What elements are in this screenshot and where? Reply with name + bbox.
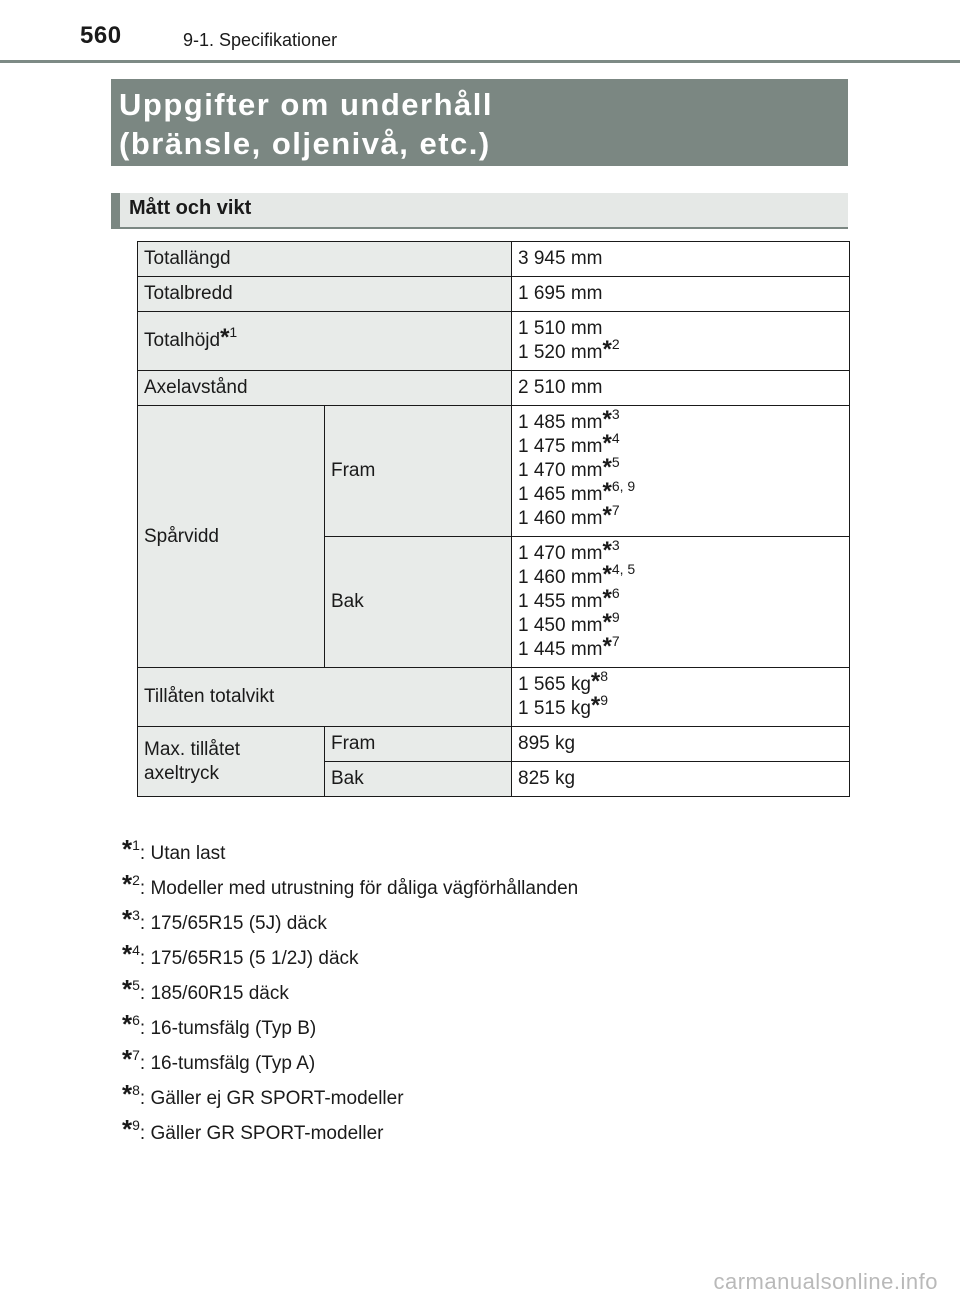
table-row xyxy=(138,277,850,312)
footnote-text: : 175/65R15 (5J) däck xyxy=(139,913,327,934)
row-label: Tillåten totalvikt xyxy=(138,668,512,727)
footnote-star: * xyxy=(590,668,601,695)
footnote-ref: 3 xyxy=(611,406,620,422)
value-line xyxy=(518,317,843,341)
value-text: 1 520 mm xyxy=(518,342,603,363)
row-label: Axelavstånd xyxy=(138,371,512,406)
row-values xyxy=(512,668,850,727)
footnote-star: * xyxy=(602,478,612,505)
table-row xyxy=(138,727,850,762)
row-label-line2: axeltryck xyxy=(144,762,219,784)
footnote-item xyxy=(122,1079,578,1118)
value-text: 1 450 mm xyxy=(518,615,603,636)
footnote-star: * xyxy=(122,1009,133,1039)
footnote-star: * xyxy=(220,324,230,351)
value-text: 1 475 mm xyxy=(518,436,603,457)
footnote-number: 8 xyxy=(132,1082,140,1098)
table-row xyxy=(138,406,850,537)
footnote-star: * xyxy=(122,904,133,934)
value-text: 1 470 mm xyxy=(518,460,603,481)
footnote-number: 5 xyxy=(132,977,140,993)
value-text: 1 515 kg xyxy=(518,698,591,719)
value-line xyxy=(518,692,843,721)
footnote-number: 3 xyxy=(132,907,140,923)
value-line xyxy=(518,585,843,614)
footnote-star: * xyxy=(122,1044,133,1074)
value-line xyxy=(518,454,843,483)
value-line xyxy=(518,537,843,566)
footnote-star: * xyxy=(122,1114,133,1144)
row-label-cell xyxy=(138,312,512,371)
value-line xyxy=(518,561,843,590)
footnote-ref: 7 xyxy=(611,502,620,518)
row-values xyxy=(512,537,850,668)
row-values xyxy=(512,312,850,371)
footnote-text: : 16-tumsfälg (Typ A) xyxy=(139,1053,316,1074)
value-text: 1 445 mm xyxy=(518,639,603,660)
footnote-star: * xyxy=(602,585,612,612)
row-label: Spårvidd xyxy=(138,406,325,668)
footnote-ref: 4 xyxy=(611,430,620,446)
footnote-item xyxy=(122,904,578,943)
footnote-number: 9 xyxy=(132,1117,140,1133)
footnote-item xyxy=(122,834,578,873)
footnote-text: : 16-tumsfälg (Typ B) xyxy=(139,1018,317,1039)
value-line xyxy=(518,478,843,507)
value-line xyxy=(518,609,843,638)
row-label: Totallängd xyxy=(138,242,512,277)
value-text: 1 460 mm xyxy=(518,508,603,529)
footnote-item xyxy=(122,1009,578,1048)
footnote-star: * xyxy=(602,561,612,588)
footnote-text: : Modeller med utrustning för dåliga vägförhållanden xyxy=(139,878,579,899)
footnote-star: * xyxy=(122,869,133,899)
footnote-star: * xyxy=(122,1079,133,1109)
row-value: 3 945 mm xyxy=(512,242,850,277)
table-row xyxy=(138,668,850,727)
page-number: 560 xyxy=(80,22,122,49)
footnote-number: 7 xyxy=(132,1047,140,1063)
footnote-star: * xyxy=(122,939,133,969)
footnote-item xyxy=(122,1044,578,1083)
footnote-text: : 175/65R15 (5 1/2J) däck xyxy=(139,948,359,969)
footnote-ref: 9 xyxy=(611,609,620,625)
sub-label: Fram xyxy=(325,406,512,537)
value-text: 1 465 mm xyxy=(518,484,603,505)
sub-label: Fram xyxy=(325,727,512,762)
value-text: 1 455 mm xyxy=(518,591,603,612)
footnote-ref: 9 xyxy=(600,692,609,708)
footnote-ref: 6 xyxy=(611,585,620,601)
value-text: 1 510 mm xyxy=(518,318,603,339)
value-line xyxy=(518,633,843,662)
watermark: carmanualsonline.info xyxy=(713,1269,938,1294)
value-text: 1 565 kg xyxy=(518,674,591,695)
footnote-star: * xyxy=(602,609,612,636)
page-title-line2: (bränsle, oljenivå, etc.) xyxy=(119,126,491,161)
footnote-number: 6 xyxy=(132,1012,140,1028)
footnote-star: * xyxy=(602,406,612,433)
footnote-ref: 2 xyxy=(611,336,620,352)
row-value: 895 kg xyxy=(512,727,850,762)
footnote-ref: 5 xyxy=(611,454,620,470)
row-values xyxy=(512,406,850,537)
row-label xyxy=(138,727,325,797)
table-row xyxy=(138,312,850,371)
row-value: 2 510 mm xyxy=(512,371,850,406)
footnote-item xyxy=(122,1114,578,1153)
footnote-list xyxy=(122,834,579,1153)
sub-label: Bak xyxy=(325,762,512,797)
sub-label: Bak xyxy=(325,537,512,668)
row-value: 1 695 mm xyxy=(512,277,850,312)
footnote-ref: 1 xyxy=(229,324,238,340)
value-text: 1 460 mm xyxy=(518,567,603,588)
footnote-ref: 3 xyxy=(611,537,620,553)
footnote-star: * xyxy=(602,537,612,564)
footnote-star: * xyxy=(122,834,133,864)
row-label: Totalbredd xyxy=(138,277,512,312)
footnote-star: * xyxy=(122,974,133,1004)
footnote-star: * xyxy=(602,633,612,660)
table-row xyxy=(138,371,850,406)
header-divider xyxy=(0,60,960,63)
footnote-item xyxy=(122,869,579,908)
section-title: 9-1. Specifikationer xyxy=(183,30,338,50)
value-line xyxy=(518,502,843,531)
page-title-line1: Uppgifter om underhåll xyxy=(119,87,493,122)
value-line xyxy=(518,406,843,435)
footnote-text: : Gäller GR SPORT-modeller xyxy=(139,1123,384,1144)
row-value: 825 kg xyxy=(512,762,850,797)
footnote-star: * xyxy=(602,336,612,363)
footnote-star: * xyxy=(602,502,612,529)
value-line xyxy=(518,668,843,697)
footnote-text: : Gäller ej GR SPORT-modeller xyxy=(139,1088,404,1109)
value-line xyxy=(518,430,843,459)
row-label-line1: Max. tillåtet xyxy=(144,738,241,760)
footnote-star: * xyxy=(590,692,601,719)
footnote-text: : Utan last xyxy=(139,843,226,864)
footnote-item xyxy=(122,974,578,1013)
footnote-ref: 7 xyxy=(611,633,620,649)
footnote-number: 4 xyxy=(132,942,140,958)
value-text: 1 485 mm xyxy=(518,412,603,433)
table-row xyxy=(138,242,850,277)
footnote-star: * xyxy=(602,430,612,457)
subheading: Mått och vikt xyxy=(111,193,848,229)
footnote-ref: 8 xyxy=(600,668,609,684)
footnote-number: 1 xyxy=(132,837,140,853)
footnote-ref: 4, 5 xyxy=(611,561,636,577)
value-text: 1 470 mm xyxy=(518,543,603,564)
spec-table xyxy=(137,241,850,797)
footnote-number: 2 xyxy=(132,872,140,888)
row-label: Totalhöjd xyxy=(144,330,221,351)
page-title xyxy=(111,79,848,166)
footnote-item xyxy=(122,939,578,978)
footnote-star: * xyxy=(602,454,612,481)
value-line xyxy=(518,336,843,365)
footnote-text: : 185/60R15 däck xyxy=(139,983,289,1004)
footnote-ref: 6, 9 xyxy=(611,478,636,494)
